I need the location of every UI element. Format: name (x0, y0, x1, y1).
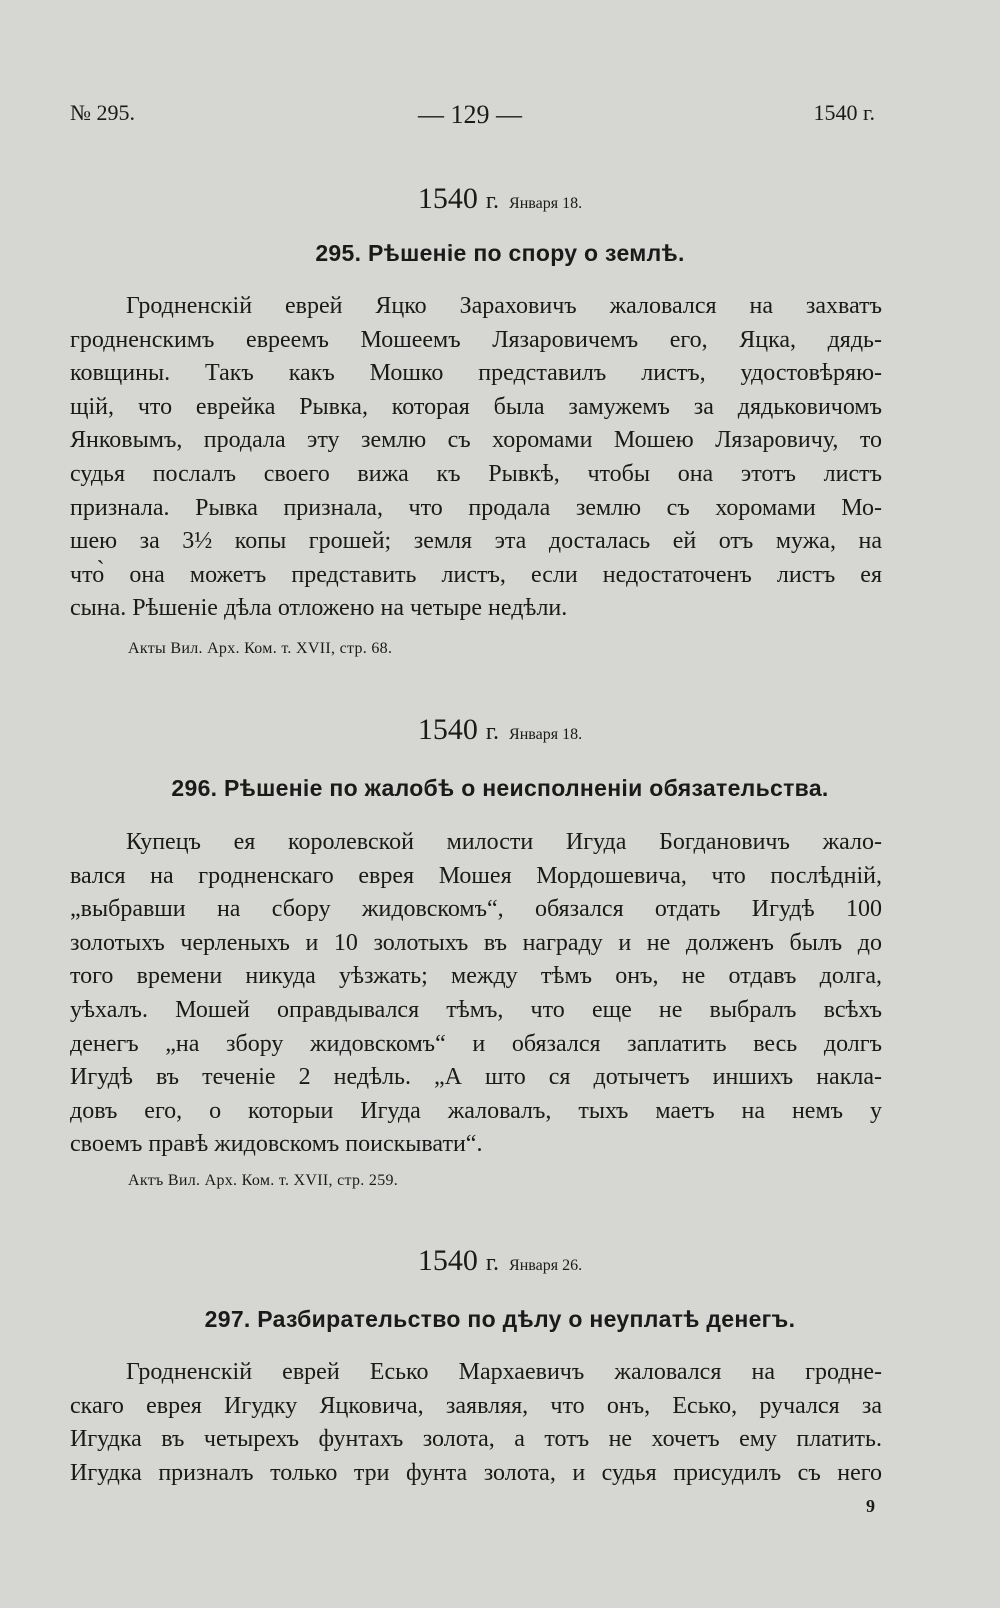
header-year: 1540 г. (813, 100, 875, 125)
body-line: Купецъ ея королевской милости Игуда Богдановичъ жало- (126, 829, 882, 855)
printer-signature-mark: 9 (866, 1496, 875, 1516)
body-line: щій, что еврейка Рывка, которая была замужемъ за дядьковичомъ (70, 393, 882, 420)
body-line: вался на гродненскаго еврея Мошея Мордошевича, что послѣдній, (70, 862, 882, 889)
entry-body (70, 826, 882, 1162)
body-line: шею за 3½ копы грошей; земля эта досталась ей отъ мужа, на (70, 528, 882, 555)
entry-year: 1540 (417, 1244, 478, 1277)
entry-year-suffix: г. (485, 188, 500, 214)
body-line: признала. Рывка признала, что продала землю съ хоромами Мо- (70, 494, 882, 521)
entry-source: Акты Вил. Арх. Ком. т. XVII, стр. 68. (128, 640, 393, 657)
body-line: Гродненскій еврей Есько Мархаевичъ жаловался на гродне- (126, 1359, 882, 1385)
entry-title: 297. Разбирательство по дѣлу о неуплатѣ денегъ. (204, 1306, 796, 1332)
body-line: золотыхъ черленыхъ и 10 золотыхъ въ награду и не долженъ былъ до (70, 929, 882, 956)
body-line: своемъ правѣ жидовскомъ поискывати“. (70, 1131, 483, 1158)
header-page-number: — 129 — (418, 100, 522, 129)
header-document-number: № 295. (70, 100, 135, 125)
entry-year: 1540 (417, 182, 478, 215)
body-line: того времени никуда уѣзжать; между тѣмъ онъ, не отдавъ долга, (70, 963, 882, 990)
entry-title: 296. Рѣшеніе по жалобѣ о неисполненіи обязательства. (171, 775, 829, 801)
body-line: ковщины. Такъ какъ Мошко представилъ листъ, удостовѣряю- (70, 360, 882, 387)
entry-date: Января 26. (509, 1257, 583, 1274)
body-line: Янковымъ, продала эту землю съ хоромами Мошею Лязаровичу, то (70, 427, 882, 454)
entry-source: Актъ Вил. Арх. Ком. т. XVII, стр. 259. (128, 1172, 399, 1189)
entry-date-line (0, 713, 1000, 747)
entry-year: 1540 (417, 713, 478, 746)
body-line: гродненскимъ евреемъ Мошеемъ Лязаровичемъ его, Яцка, дядь- (70, 326, 882, 353)
body-line: Гродненскій еврей Яцко Зараховичъ жаловался на захватъ (126, 293, 882, 319)
entry-year-suffix: г. (485, 719, 500, 745)
body-line: Игудѣ въ теченіе 2 недѣль. „А што ся дотычетъ иншихъ наклa- (70, 1064, 882, 1091)
body-line: „выбравши на сбору жидовскомъ“, обязался отдать Игудѣ 100 (70, 896, 882, 923)
body-line: Игудка призналъ только три фунта золота, и судья присудилъ съ него (70, 1459, 882, 1486)
body-line: что̀ она можетъ представить листъ, если недостаточенъ листъ ея (70, 561, 882, 588)
entry-title: 295. Рѣшеніе по спору о землѣ. (315, 240, 685, 266)
body-line: скаго еврея Игудку Яцковича, заявляя, что онъ, Есько, ручался за (70, 1392, 882, 1419)
body-line: судья послалъ своего вижа къ Рывкѣ, чтобы она этотъ листъ (70, 460, 882, 487)
body-line: довъ его, о которыи Игуда жаловалъ, тыхъ маетъ на немъ у (70, 1097, 882, 1124)
body-line: денегъ „на збору жидовскомъ“ и обязался заплатить весь долгъ (70, 1030, 882, 1057)
entry-date-line (0, 1244, 1000, 1278)
entry-body (70, 290, 882, 626)
entry-body (70, 1356, 882, 1490)
entry-date: Января 18. (509, 195, 583, 212)
body-line: Игудка въ четырехъ фунтахъ золота, а тотъ не хочетъ ему платить. (70, 1426, 882, 1453)
entry-year-suffix: г. (485, 1250, 500, 1276)
body-line: уѣхалъ. Мошей оправдывался тѣмъ, что еще не выбралъ всѣхъ (70, 996, 882, 1023)
entry-date-line (0, 182, 1000, 216)
body-line: сына. Рѣшеніе дѣла отложено на четыре недѣли. (70, 595, 568, 622)
entry-date: Января 18. (509, 726, 583, 743)
